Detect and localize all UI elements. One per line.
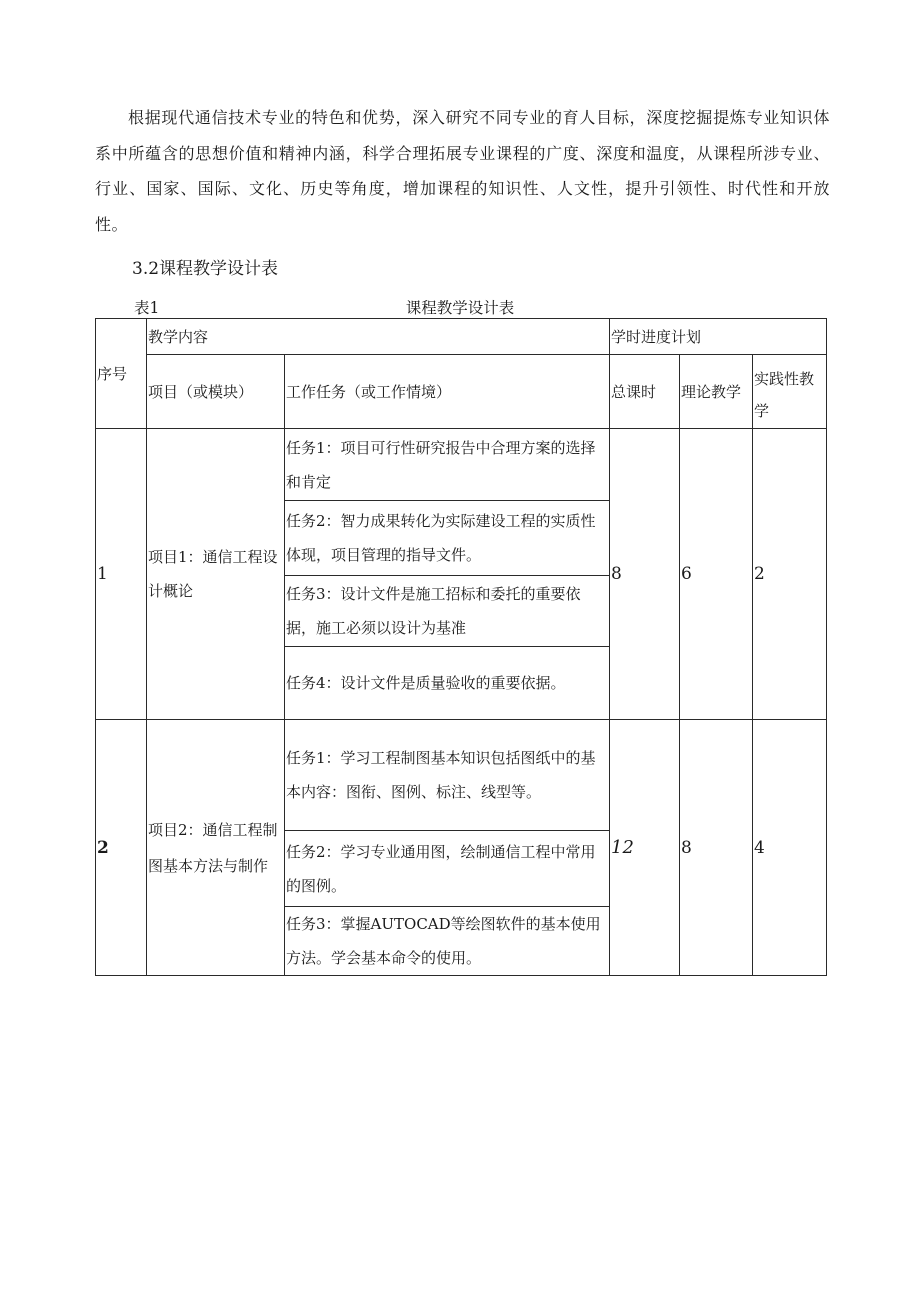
- row1-task-3: 任务3：设计文件是施工招标和委托的重要依据，施工必须以设计为基准: [285, 576, 610, 647]
- header-seq: 序号: [96, 319, 147, 429]
- row2-task-2: 任务2：学习专业通用图，绘制通信工程中常用的图例。: [285, 831, 610, 907]
- row2-practice: 4: [753, 720, 827, 976]
- row2-total-hours: 12: [610, 720, 680, 976]
- table-row: [96, 429, 827, 501]
- row2-task-3: 任务3：掌握AUTOCAD等绘图软件的基本使用方法。学会基本命令的使用。: [285, 907, 610, 976]
- course-design-table: [95, 318, 827, 976]
- header-content-group: 教学内容: [147, 319, 610, 355]
- row2-project: 项目2：通信工程制图基本方法与制作: [147, 720, 285, 976]
- row1-task-1: 任务1：项目可行性研究报告中合理方案的选择和肯定: [285, 429, 610, 501]
- row1-task-2: 任务2：智力成果转化为实际建设工程的实质性体现，项目管理的指导文件。: [285, 501, 610, 576]
- table-row: [96, 720, 827, 831]
- table-label: 表1: [134, 299, 160, 317]
- row2-seq: 2: [96, 720, 147, 976]
- row1-practice: 2: [753, 429, 827, 720]
- header-project: 项目（或模块）: [147, 355, 285, 429]
- header-practice: 实践性教学: [753, 355, 827, 429]
- row1-seq: 1: [96, 429, 147, 720]
- header-theory: 理论教学: [680, 355, 753, 429]
- table-title: 课程教学设计表: [405, 299, 515, 317]
- section-heading: 3.2课程教学设计表: [132, 259, 279, 279]
- header-total-hours: 总课时: [610, 355, 680, 429]
- intro-paragraph: 根据现代通信技术专业的特色和优势，深入研究不同专业的育人目标，深度挖掘提炼专业知识体系中所蕴含的思想价值和精神内涵，科学合理拓展专业课程的广度、深度和温度，从课程所涉专业、行业、国家、国际、文化、历史等角度，增加课程的知识性、人文性，提升引领性、时代性和开放性。: [95, 108, 830, 234]
- row1-theory: 6: [680, 429, 753, 720]
- row1-task-4: 任务4：设计文件是质量验收的重要依据。: [285, 647, 610, 720]
- header-row-1: [96, 319, 827, 355]
- row1-project: 项目1：通信工程设计概论: [147, 429, 285, 720]
- row1-total-hours: 8: [610, 429, 680, 720]
- header-row-2: [96, 355, 827, 429]
- row2-task-1: 任务1：学习工程制图基本知识包括图纸中的基本内容：图衔、图例、标注、线型等。: [285, 720, 610, 831]
- header-task: 工作任务（或工作情境）: [285, 355, 610, 429]
- row2-theory: 8: [680, 720, 753, 976]
- header-schedule-group: 学时进度计划: [610, 319, 827, 355]
